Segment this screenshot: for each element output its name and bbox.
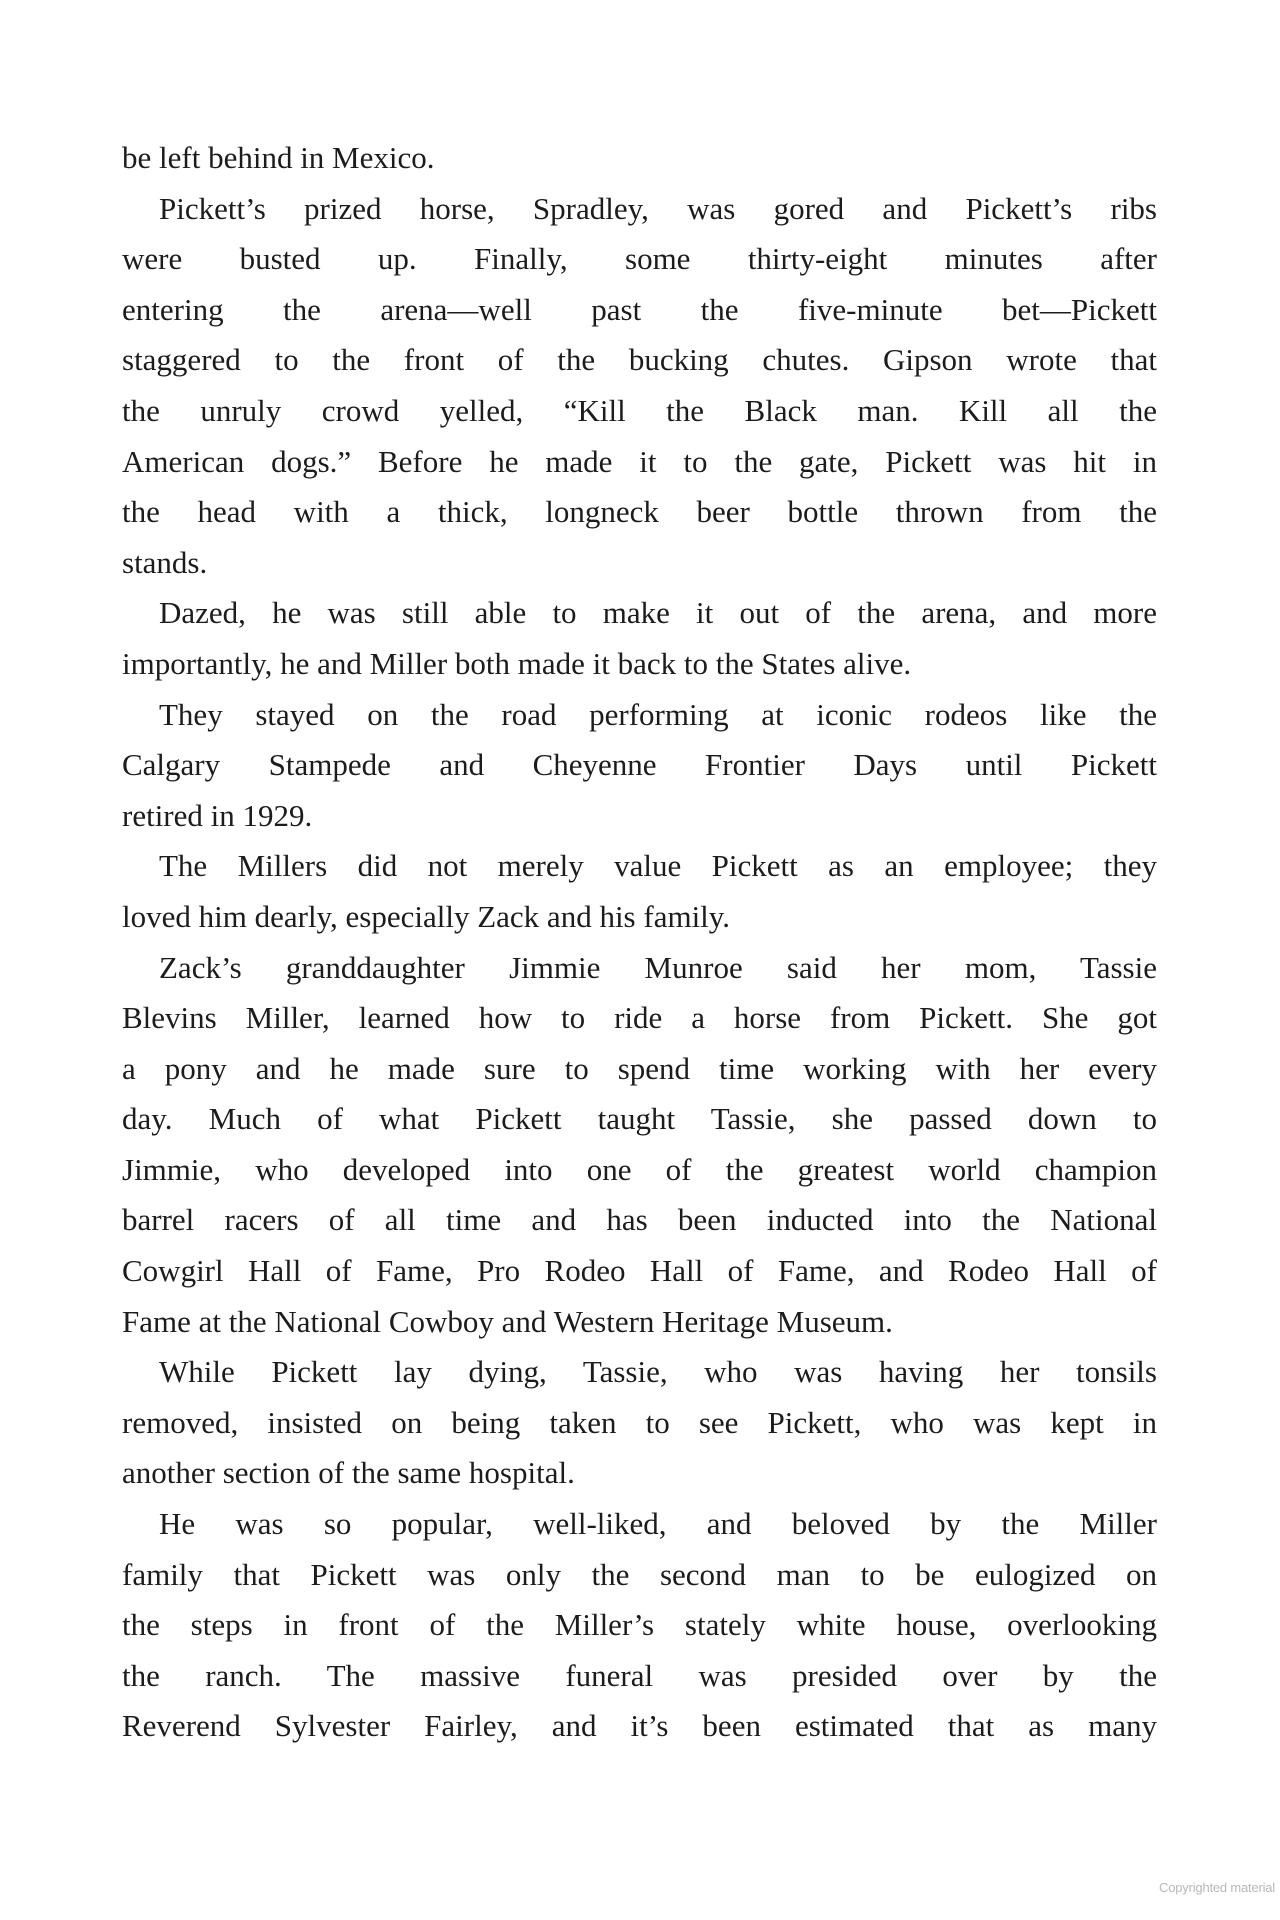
text-line: Calgary Stampede and Cheyenne Frontier Days until Pickett — [122, 747, 1157, 783]
text-line: retired in 1929. — [122, 797, 313, 833]
text-line: the steps in front of the Miller’s stately white house, overlooking — [122, 1607, 1157, 1643]
text-line: removed, insisted on being taken to see Pickett, who was kept in — [122, 1404, 1157, 1440]
text-line: a pony and he made sure to spend time working with her every — [122, 1050, 1157, 1086]
text-line: While Pickett lay dying, Tassie, who was having her tonsils — [159, 1354, 1157, 1390]
paragraph — [122, 1347, 1157, 1499]
text-line: Zack’s granddaughter Jimmie Munroe said her mom, Tassie — [159, 949, 1157, 985]
paragraph — [122, 184, 1157, 589]
text-line: Blevins Miller, learned how to ride a horse from Pickett. She got — [122, 1000, 1157, 1036]
text-line: Cowgirl Hall of Fame, Pro Rodeo Hall of Fame, and Rodeo Hall of — [122, 1253, 1157, 1289]
text-line: The Millers did not merely value Pickett as an employee; they — [159, 848, 1157, 884]
text-line: were busted up. Finally, some thirty-eight minutes after — [122, 241, 1157, 277]
text-line: American dogs.” Before he made it to the gate, Pickett was hit in — [122, 443, 1157, 479]
text-line: entering the arena—well past the five-minute bet—Pickett — [122, 291, 1157, 327]
text-line: the ranch. The massive funeral was presided over by the — [122, 1657, 1157, 1693]
paragraph — [122, 690, 1157, 842]
text-line: day. Much of what Pickett taught Tassie, she passed down to — [122, 1101, 1157, 1137]
text-line: Fame at the National Cowboy and Western Heritage Museum. — [122, 1303, 893, 1339]
text-line: barrel racers of all time and has been inducted into the National — [122, 1202, 1157, 1238]
paragraph — [122, 133, 1157, 184]
text-line: be left behind in Mexico. — [122, 140, 435, 175]
paragraph — [122, 943, 1157, 1348]
text-line: Jimmie, who developed into one of the greatest world champion — [122, 1151, 1157, 1187]
paragraph — [122, 1499, 1157, 1752]
text-line: stands. — [122, 544, 208, 580]
text-line: loved him dearly, especially Zack and his family. — [122, 898, 731, 934]
text-line: staggered to the front of the bucking chutes. Gipson wrote that — [122, 342, 1157, 378]
text-line: Pickett’s prized horse, Spradley, was gored and Pickett’s ribs — [159, 190, 1157, 226]
text-line: the unruly crowd yelled, “Kill the Black man. Kill all the — [122, 392, 1157, 428]
book-page-body — [122, 133, 1157, 1752]
text-line: family that Pickett was only the second man to be eulogized on — [122, 1556, 1157, 1592]
text-line: Dazed, he was still able to make it out of the arena, and more — [159, 595, 1157, 631]
text-line: another section of the same hospital. — [122, 1455, 575, 1491]
text-line: They stayed on the road performing at iconic rodeos like the — [159, 696, 1157, 732]
paragraph — [122, 588, 1157, 689]
text-line: the head with a thick, longneck beer bottle thrown from the — [122, 494, 1157, 530]
text-line: He was so popular, well-liked, and beloved by the Miller — [159, 1506, 1157, 1542]
paragraph — [122, 841, 1157, 942]
text-line: Reverend Sylvester Fairley, and it’s been estimated that as many — [122, 1708, 1157, 1744]
copyright-watermark: Copyrighted material — [1159, 1880, 1275, 1895]
text-line: importantly, he and Miller both made it back to the States alive. — [122, 645, 912, 681]
